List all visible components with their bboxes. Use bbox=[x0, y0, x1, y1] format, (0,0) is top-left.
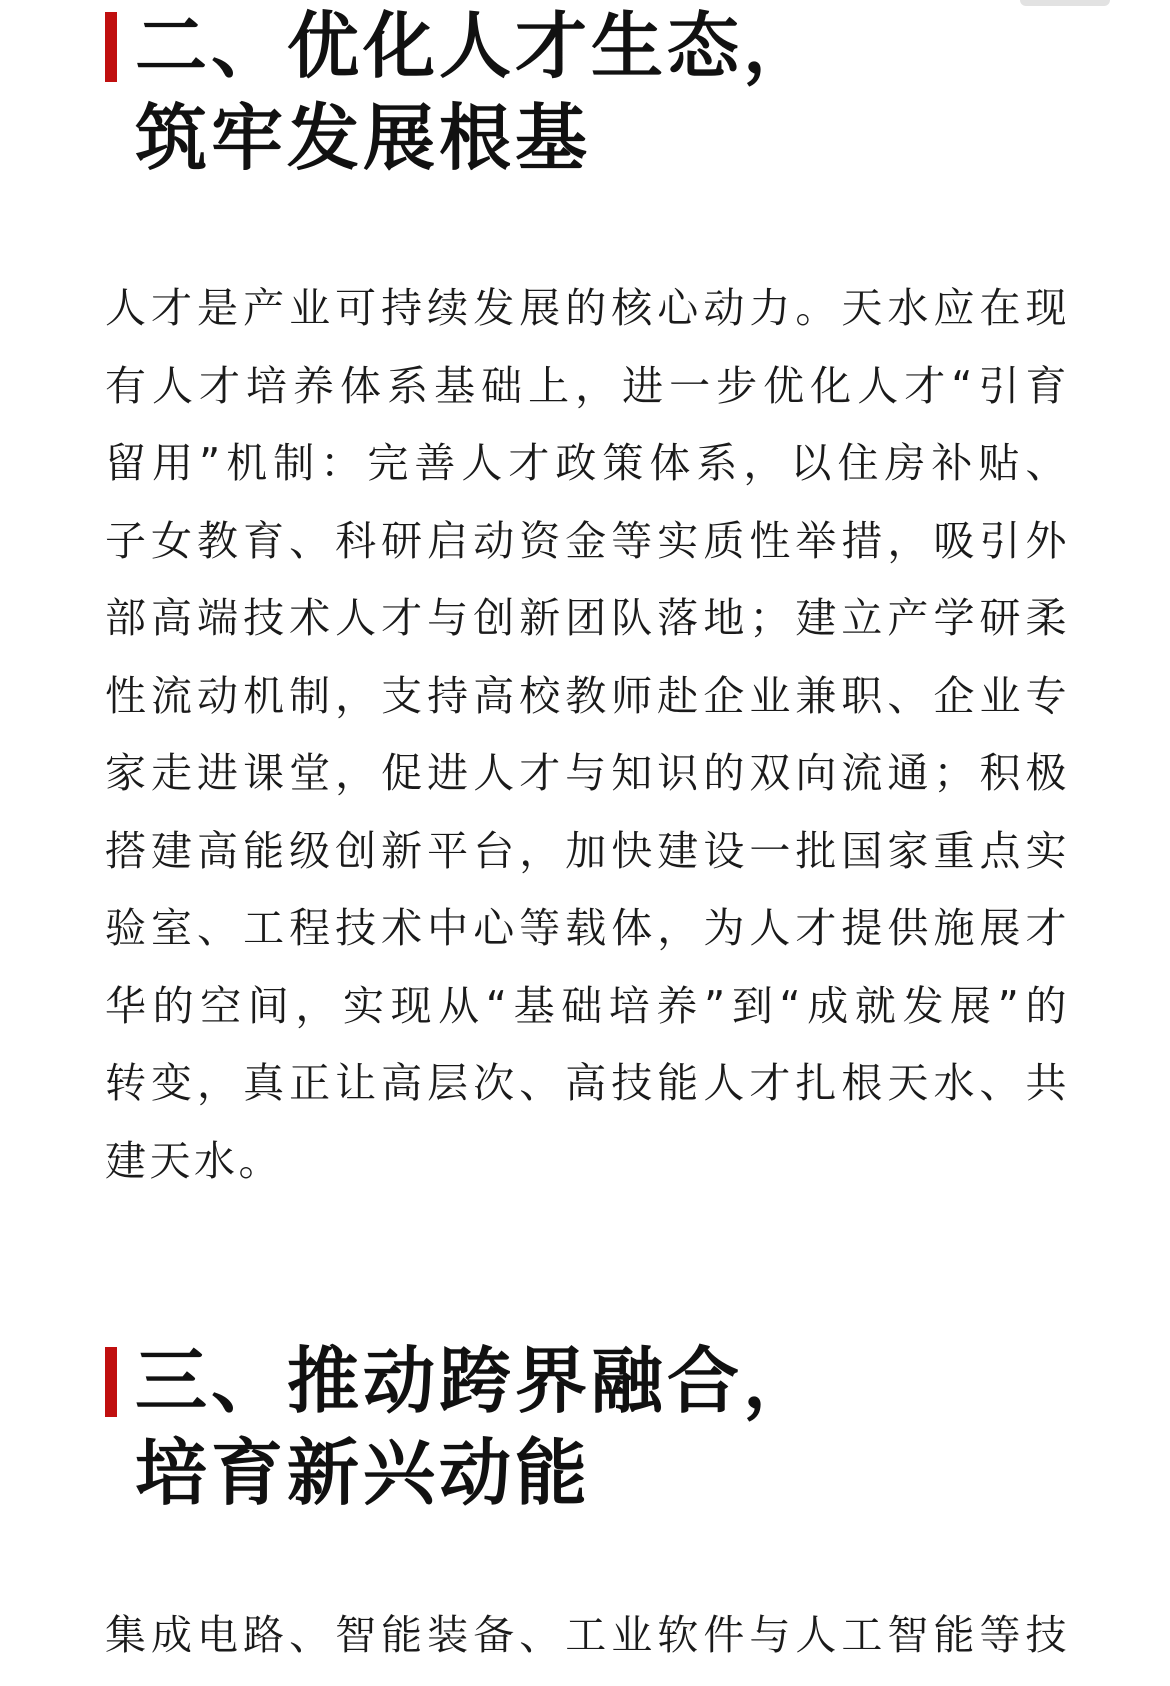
section-3-heading bbox=[105, 1335, 1070, 1519]
paragraph-line: 集成电路、智能装备、工业软件与人工智能等技 bbox=[105, 1611, 1070, 1659]
section-2-heading bbox=[105, 0, 1070, 184]
paragraph-line: 留用”机制：完善人才政策体系，以住房补贴、 bbox=[105, 439, 1070, 487]
paragraph-line: 子女教育、科研启动资金等实质性举措，吸引外 bbox=[105, 516, 1070, 565]
heading-accent-bar bbox=[105, 12, 117, 82]
section-2 bbox=[105, 0, 1070, 1200]
section-2-heading-line-1: 二、优化人才生态， bbox=[135, 4, 820, 88]
heading-accent-bar bbox=[105, 1347, 117, 1417]
paragraph-line: 家走进课堂，促进人才与知识的双向流通；积极 bbox=[105, 749, 1070, 797]
paragraph-line: 转变，真正让高层次、高技能人才扎根天水、共 bbox=[105, 1059, 1070, 1107]
section-3-heading-line-1: 三、推动跨界融合， bbox=[135, 1339, 820, 1423]
paragraph-line: 华的空间，实现从“基础培养”到“成就发展”的 bbox=[105, 981, 1070, 1030]
section-2-heading-line-2: 筑牢发展根基 bbox=[135, 96, 592, 180]
section-3-paragraph bbox=[105, 1597, 1070, 1675]
paragraph-line: 验室、工程技术中心等载体，为人才提供施展才 bbox=[105, 904, 1070, 952]
paragraph-line: 有人才培养体系基础上，进一步优化人才“引育 bbox=[105, 361, 1070, 410]
paragraph-line: 建天水。 bbox=[105, 1136, 283, 1185]
section-2-paragraph bbox=[105, 270, 1070, 1200]
section-3-heading-line-2: 培育新兴动能 bbox=[135, 1431, 592, 1515]
paragraph-line: 性流动机制，支持高校教师赴企业兼职、企业专 bbox=[105, 671, 1070, 720]
paragraph-line: 搭建高能级创新平台，加快建设一批国家重点实 bbox=[105, 826, 1070, 875]
section-3 bbox=[105, 1335, 1070, 1675]
paragraph-line: 部高端技术人才与创新团队落地；建立产学研柔 bbox=[105, 594, 1070, 642]
paragraph-line: 人才是产业可持续发展的核心动力。天水应在现 bbox=[105, 284, 1070, 332]
